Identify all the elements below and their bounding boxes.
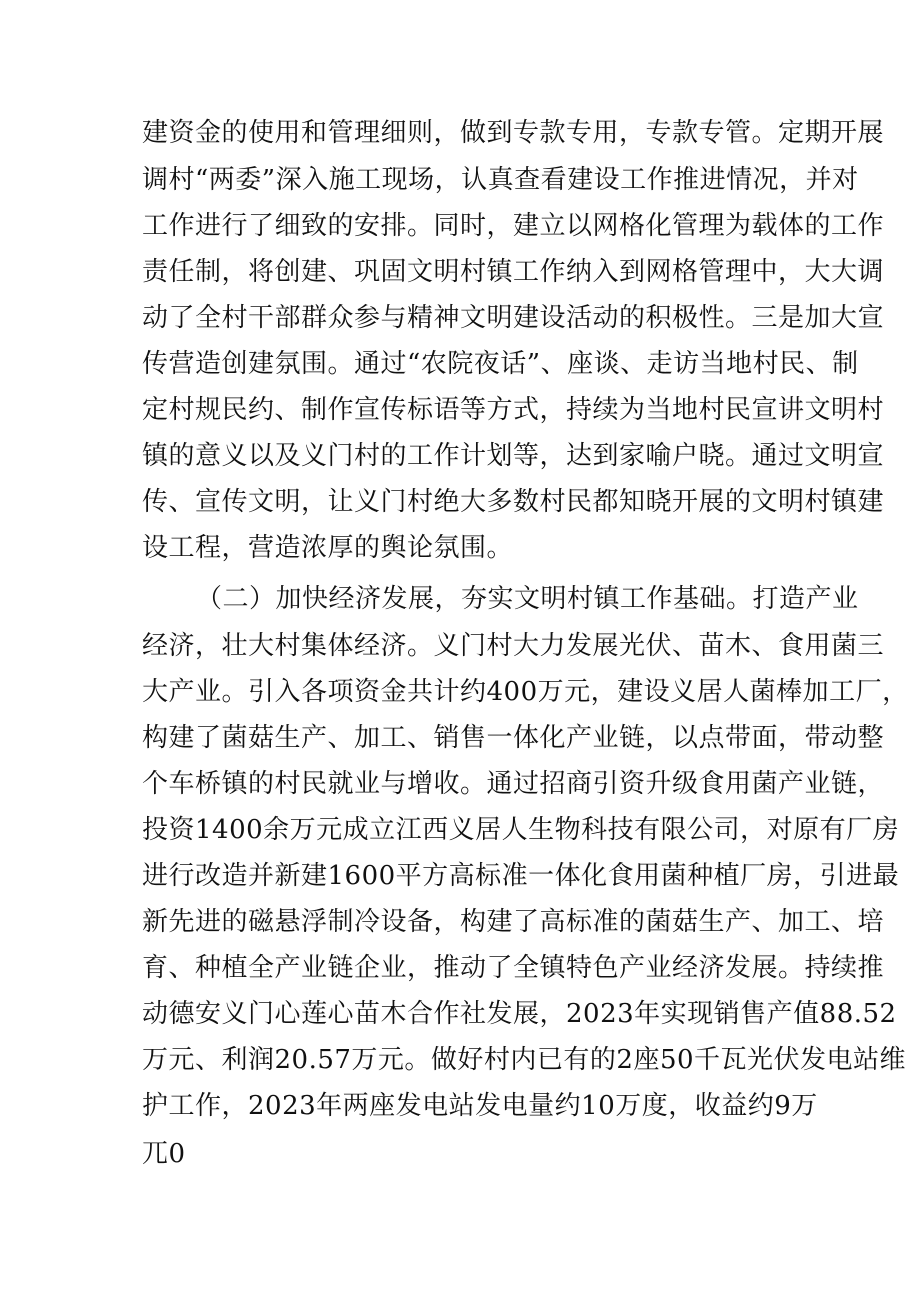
paragraph-line: 镇的意义以及义门村的工作计划等，达到家喻户晓。通过文明宣: [142, 441, 885, 471]
paragraph-line: 构建了菌菇生产、加工、销售一体化产业链，以点带面，带动整: [142, 723, 885, 753]
paragraph-line: 责任制，将创建、巩固文明村镇工作纳入到网格管理中，大大调: [142, 257, 885, 287]
paragraph-line: 调村“两委”深入施工现场，认真查看建设工作推进情况，并对: [142, 165, 859, 195]
paragraph-line: 万元、利润20.57万元。做好村内已有的2座50千瓦光伏发电站维: [142, 1045, 907, 1075]
paragraph-line: 育、种植全产业链企业，推动了全镇特色产业经济发展。持续推: [142, 953, 885, 983]
paragraph-line: 传、宣传文明，让义门村绝大多数村民都知晓开展的文明村镇建: [142, 487, 885, 517]
paragraph-line: 动了全村干部群众参与精神文明建设活动的积极性。三是加大宣: [142, 303, 885, 333]
paragraph-line: 动德安义门心莲心苗木合作社发展，2023年实现销售产值88.52: [142, 999, 897, 1029]
paragraph-line: 护工作，2023年两座发电站发电量约10万度，收益约9万: [142, 1091, 818, 1121]
paragraph-line: 大产业。引入各项资金共计约400万元，建设义居人菌棒加工厂，: [142, 677, 909, 707]
paragraph-line: 投资1400余万元成立江西义居人生物科技有限公司，对原有厂房: [142, 815, 900, 845]
paragraph-line: 工作进行了细致的安排。同时，建立以网格化管理为载体的工作: [142, 211, 885, 241]
paragraph-line: 建资金的使用和管理细则，做到专款专用，专款专管。定期开展: [142, 118, 885, 148]
paragraph-line: 定村规民约、制作宣传标语等方式，持续为当地村民宣讲文明村: [142, 395, 885, 425]
paragraph-line: 设工程，营造浓厚的舆论氛围。: [142, 533, 514, 563]
paragraph-line: 经济，壮大村集体经济。义门村大力发展光伏、苗木、食用菌三: [142, 631, 885, 661]
paragraph-line: 兀0: [142, 1139, 186, 1169]
paragraph-line: 新先进的磁悬浮制冷设备，构建了高标准的菌菇生产、加工、培: [142, 907, 885, 937]
paragraph-line: 传营造创建氛围。通过“农院夜话”、座谈、走访当地村民、制: [142, 349, 859, 379]
paragraph-line: 进行改造并新建1600平方高标准一体化食用菌种植厂房，引进最: [142, 861, 900, 891]
section-heading-line: （二）加快经济发展，夯实文明村镇工作基础。打造产业: [196, 584, 859, 614]
paragraph-line: 个车桥镇的村民就业与增收。通过招商引资升级食用菌产业链，: [142, 769, 885, 799]
